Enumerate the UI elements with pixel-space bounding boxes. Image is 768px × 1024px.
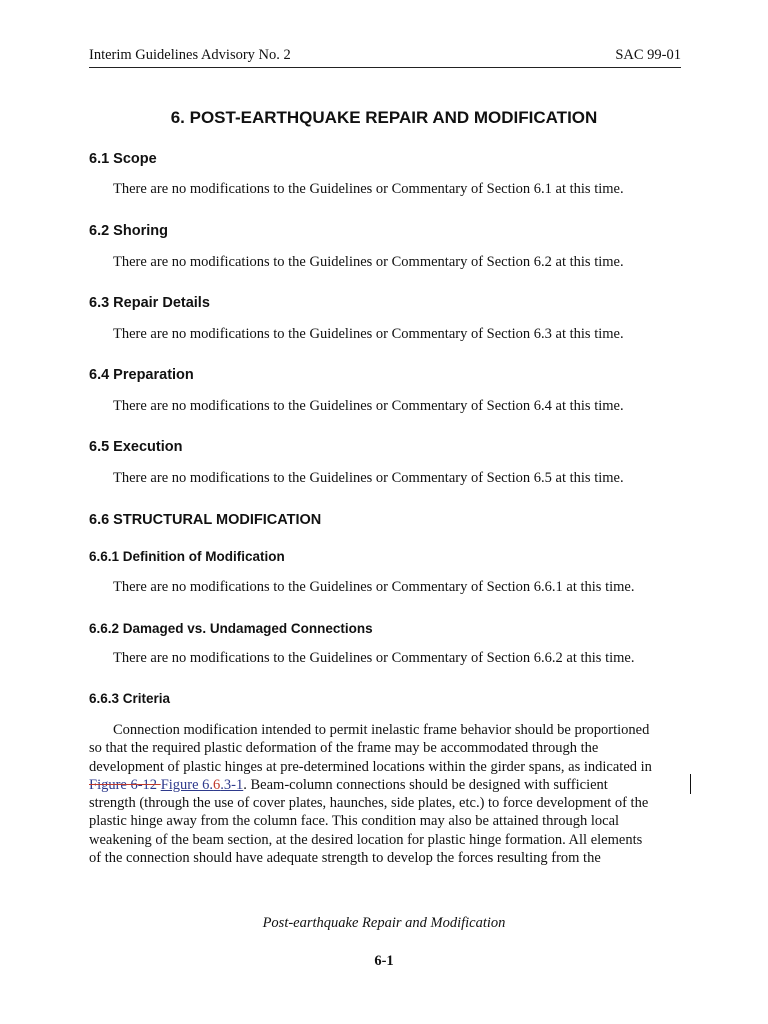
section-body-6-5: There are no modifications to the Guidelines or Commentary of Section 6.5 at this time.: [113, 470, 624, 486]
paragraph-line: Connection modification intended to permit inelastic frame behavior should be proportioned: [113, 722, 650, 738]
header-document-number: SAC 99-01: [615, 47, 681, 63]
section-body-6-3: There are no modifications to the Guidelines or Commentary of Section 6.3 at this time.: [113, 326, 624, 342]
paragraph-line: of the connection should have adequate strength to develop the forces resulting from the: [89, 850, 601, 867]
paragraph-line: plastic hinge away from the column face. This condition may also be attained through local: [89, 813, 620, 830]
paragraph-line-with-figure-reference: [89, 776, 675, 794]
deleted-figure-reference: Figure 6-12: [89, 776, 161, 793]
section-heading-6-2: 6.2 Shoring: [89, 223, 168, 239]
chapter-title: 6. POST-EARTHQUAKE REPAIR AND MODIFICATION: [170, 108, 598, 127]
criteria-paragraph: [89, 721, 675, 867]
paragraph-line: weakening of the beam section, at the desired location for plastic hinge formation. All elements: [89, 831, 643, 848]
subsection-heading-6-6-3: 6.6.3 Criteria: [89, 691, 171, 706]
inserted-figure-reference[interactable]: [161, 777, 244, 793]
section-body-6-2: There are no modifications to the Guidelines or Commentary of Section 6.2 at this time.: [113, 254, 624, 270]
figure-ref-suffix: .3-1: [220, 776, 244, 793]
page-header: [89, 47, 681, 68]
paragraph-line: strength (through the use of cover plates, haunches, side plates, etc.) to force development of the: [89, 795, 649, 812]
section-heading-6-4: 6.4 Preparation: [89, 367, 194, 383]
header-left-title: Interim Guidelines Advisory No. 2: [89, 47, 291, 63]
section-body-6-1: There are no modifications to the Guidelines or Commentary of Section 6.1 at this time.: [113, 181, 624, 197]
section-heading-6-6: 6.6 STRUCTURAL MODIFICATION: [89, 512, 322, 528]
subsection-body-6-6-2: There are no modifications to the Guidelines or Commentary of Section 6.6.2 at this time.: [113, 650, 635, 666]
footer-running-title: Post-earthquake Repair and Modification: [262, 915, 506, 931]
section-heading-6-5: 6.5 Execution: [89, 439, 183, 455]
line-remainder: . Beam-column connections should be designed with sufficient: [243, 776, 608, 793]
page-number: 6-1: [374, 953, 394, 969]
revision-change-bar: [690, 774, 691, 794]
section-heading-6-3: 6.3 Repair Details: [89, 295, 210, 311]
section-body-6-4: There are no modifications to the Guidelines or Commentary of Section 6.4 at this time.: [113, 398, 624, 414]
subsection-heading-6-6-2: 6.6.2 Damaged vs. Undamaged Connections: [89, 621, 373, 636]
paragraph-line: development of plastic hinges at pre-determined locations within the girder spans, as indicated in: [89, 758, 652, 775]
subsection-body-6-6-1: There are no modifications to the Guidelines or Commentary of Section 6.6.1 at this time.: [113, 579, 635, 595]
paragraph-line: so that the required plastic deformation of the frame may be accommodated through the: [89, 740, 599, 757]
subsection-heading-6-6-1: 6.6.1 Definition of Modification: [89, 549, 285, 564]
figure-ref-prefix: Figure 6.: [160, 776, 214, 793]
figure-ref-changed-digit: 6: [213, 776, 221, 793]
section-heading-6-1: 6.1 Scope: [89, 151, 157, 167]
